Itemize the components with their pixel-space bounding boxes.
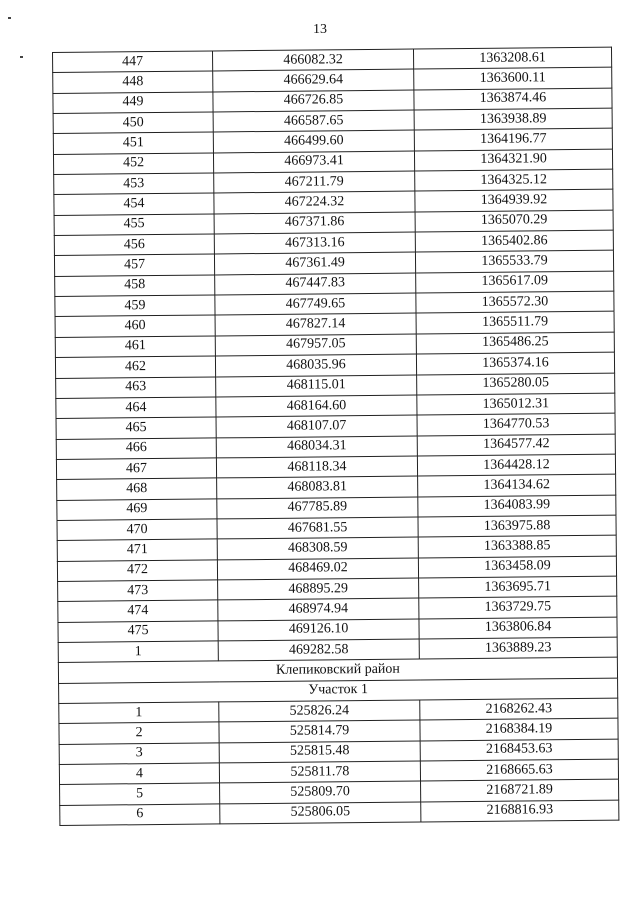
y-coordinate-cell: 1365070.29 xyxy=(415,210,613,232)
point-number-cell: 5 xyxy=(60,783,220,805)
district-header-body xyxy=(58,657,617,703)
point-number-cell: 454 xyxy=(54,193,214,215)
y-coordinate-cell: 1363458.09 xyxy=(418,556,616,578)
x-coordinate-cell: 467371.86 xyxy=(214,212,415,234)
y-coordinate-cell: 1365511.79 xyxy=(416,312,614,334)
y-coordinate-cell: 1363938.89 xyxy=(414,108,612,130)
y-coordinate-cell: 1363975.88 xyxy=(418,515,616,537)
y-coordinate-cell: 1365572.30 xyxy=(416,291,614,313)
margin-mark-bottom xyxy=(20,56,23,58)
point-number-cell: 453 xyxy=(54,173,214,195)
point-number-cell: 465 xyxy=(56,417,216,439)
x-coordinate-cell: 468107.07 xyxy=(216,415,417,437)
y-coordinate-cell: 2168665.63 xyxy=(420,759,618,781)
x-coordinate-cell: 525814.79 xyxy=(219,720,420,742)
y-coordinate-cell: 1363388.85 xyxy=(418,535,616,557)
point-number-cell: 447 xyxy=(53,51,213,73)
x-coordinate-cell: 467827.14 xyxy=(215,313,416,335)
point-number-cell: 459 xyxy=(55,295,215,317)
x-coordinate-cell: 468034.31 xyxy=(216,436,417,458)
y-coordinate-cell: 1364083.99 xyxy=(418,495,616,517)
point-number-cell: 2 xyxy=(59,722,219,744)
y-coordinate-cell: 1365617.09 xyxy=(416,271,614,293)
y-coordinate-cell: 1365280.05 xyxy=(417,373,615,395)
x-coordinate-cell: 466629.64 xyxy=(213,69,414,91)
y-coordinate-cell: 1363600.11 xyxy=(414,67,612,89)
point-number-cell: 449 xyxy=(53,92,213,114)
y-coordinate-cell: 2168262.43 xyxy=(420,698,618,720)
coordinates-table-wrapper xyxy=(52,47,617,826)
x-coordinate-cell: 525809.70 xyxy=(220,781,421,803)
x-coordinate-cell: 466587.65 xyxy=(213,110,414,132)
point-number-cell: 469 xyxy=(57,499,217,521)
y-coordinate-cell: 1363729.75 xyxy=(419,596,617,618)
y-coordinate-cell: 1364134.62 xyxy=(418,474,616,496)
point-number-cell: 466 xyxy=(56,437,216,459)
district-title: Клепиковский район xyxy=(58,657,617,683)
point-number-cell: 460 xyxy=(55,315,215,337)
x-coordinate-cell: 468974.94 xyxy=(218,598,419,620)
x-coordinate-cell: 468118.34 xyxy=(216,456,417,478)
y-coordinate-cell: 1365486.25 xyxy=(416,332,614,354)
x-coordinate-cell: 467749.65 xyxy=(215,293,416,315)
point-number-cell: 474 xyxy=(58,600,218,622)
y-coordinate-cell: 1365402.86 xyxy=(415,230,613,252)
coordinates-table-body xyxy=(53,47,618,663)
x-coordinate-cell: 525806.05 xyxy=(220,802,421,824)
y-coordinate-cell: 1364325.12 xyxy=(415,169,613,191)
point-number-cell: 471 xyxy=(57,539,217,561)
point-number-cell: 467 xyxy=(56,458,216,480)
x-coordinate-cell: 468308.59 xyxy=(217,537,418,559)
x-coordinate-cell: 467313.16 xyxy=(214,232,415,254)
x-coordinate-cell: 468115.01 xyxy=(216,375,417,397)
x-coordinate-cell: 469126.10 xyxy=(218,619,419,641)
x-coordinate-cell: 467211.79 xyxy=(214,171,415,193)
point-number-cell: 4 xyxy=(59,763,219,785)
y-coordinate-cell: 1365012.31 xyxy=(417,393,615,415)
point-number-cell: 6 xyxy=(60,804,220,826)
margin-mark-top xyxy=(8,17,11,19)
point-number-cell: 455 xyxy=(54,214,214,236)
point-number-cell: 472 xyxy=(57,560,217,582)
section-title: Участок 1 xyxy=(59,678,618,704)
y-coordinate-cell: 1364428.12 xyxy=(417,454,615,476)
y-coordinate-cell: 2168721.89 xyxy=(421,779,619,801)
x-coordinate-cell: 467681.55 xyxy=(217,517,418,539)
coordinates-table xyxy=(52,47,619,826)
point-number-cell: 1 xyxy=(59,702,219,724)
point-number-cell: 457 xyxy=(54,254,214,276)
point-number-cell: 450 xyxy=(53,112,213,134)
point-number-cell: 1 xyxy=(58,641,218,663)
x-coordinate-cell: 468083.81 xyxy=(217,476,418,498)
table-row xyxy=(60,800,619,826)
point-number-cell: 452 xyxy=(53,153,213,175)
section-table-body xyxy=(59,698,619,825)
y-coordinate-cell: 1364196.77 xyxy=(414,129,612,151)
x-coordinate-cell: 525811.78 xyxy=(219,761,420,783)
x-coordinate-cell: 466973.41 xyxy=(213,151,414,173)
point-number-cell: 458 xyxy=(55,275,215,297)
point-number-cell: 3 xyxy=(59,743,219,765)
y-coordinate-cell: 1364577.42 xyxy=(417,434,615,456)
x-coordinate-cell: 467447.83 xyxy=(215,273,416,295)
y-coordinate-cell: 2168453.63 xyxy=(420,739,618,761)
x-coordinate-cell: 467224.32 xyxy=(214,191,415,213)
x-coordinate-cell: 525815.48 xyxy=(219,741,420,763)
x-coordinate-cell: 466082.32 xyxy=(212,49,413,71)
point-number-cell: 448 xyxy=(53,71,213,93)
point-number-cell: 462 xyxy=(55,356,215,378)
y-coordinate-cell: 1364770.53 xyxy=(417,413,615,435)
point-number-cell: 473 xyxy=(58,580,218,602)
x-coordinate-cell: 467785.89 xyxy=(217,497,418,519)
x-coordinate-cell: 466726.85 xyxy=(213,90,414,112)
x-coordinate-cell: 468469.02 xyxy=(217,558,418,580)
x-coordinate-cell: 525826.24 xyxy=(219,700,420,722)
y-coordinate-cell: 1363889.23 xyxy=(419,637,617,659)
x-coordinate-cell: 468035.96 xyxy=(215,354,416,376)
point-number-cell: 451 xyxy=(53,132,213,154)
point-number-cell: 463 xyxy=(56,376,216,398)
x-coordinate-cell: 466499.60 xyxy=(213,130,414,152)
y-coordinate-cell: 1363208.61 xyxy=(413,47,611,69)
y-coordinate-cell: 1364321.90 xyxy=(414,149,612,171)
x-coordinate-cell: 468895.29 xyxy=(218,578,419,600)
point-number-cell: 475 xyxy=(58,621,218,643)
point-number-cell: 464 xyxy=(56,397,216,419)
point-number-cell: 468 xyxy=(57,478,217,500)
y-coordinate-cell: 1365374.16 xyxy=(416,352,614,374)
y-coordinate-cell: 1363806.84 xyxy=(419,617,617,639)
y-coordinate-cell: 2168384.19 xyxy=(420,718,618,740)
y-coordinate-cell: 1363695.71 xyxy=(419,576,617,598)
x-coordinate-cell: 468164.60 xyxy=(216,395,417,417)
point-number-cell: 456 xyxy=(54,234,214,256)
page-number: 13 xyxy=(313,22,327,37)
point-number-cell: 461 xyxy=(55,336,215,358)
x-coordinate-cell: 467361.49 xyxy=(214,252,415,274)
y-coordinate-cell: 2168816.93 xyxy=(421,800,619,822)
y-coordinate-cell: 1365533.79 xyxy=(415,251,613,273)
y-coordinate-cell: 1363874.46 xyxy=(414,88,612,110)
y-coordinate-cell: 1364939.92 xyxy=(415,190,613,212)
x-coordinate-cell: 467957.05 xyxy=(215,334,416,356)
x-coordinate-cell: 469282.58 xyxy=(218,639,419,661)
point-number-cell: 470 xyxy=(57,519,217,541)
